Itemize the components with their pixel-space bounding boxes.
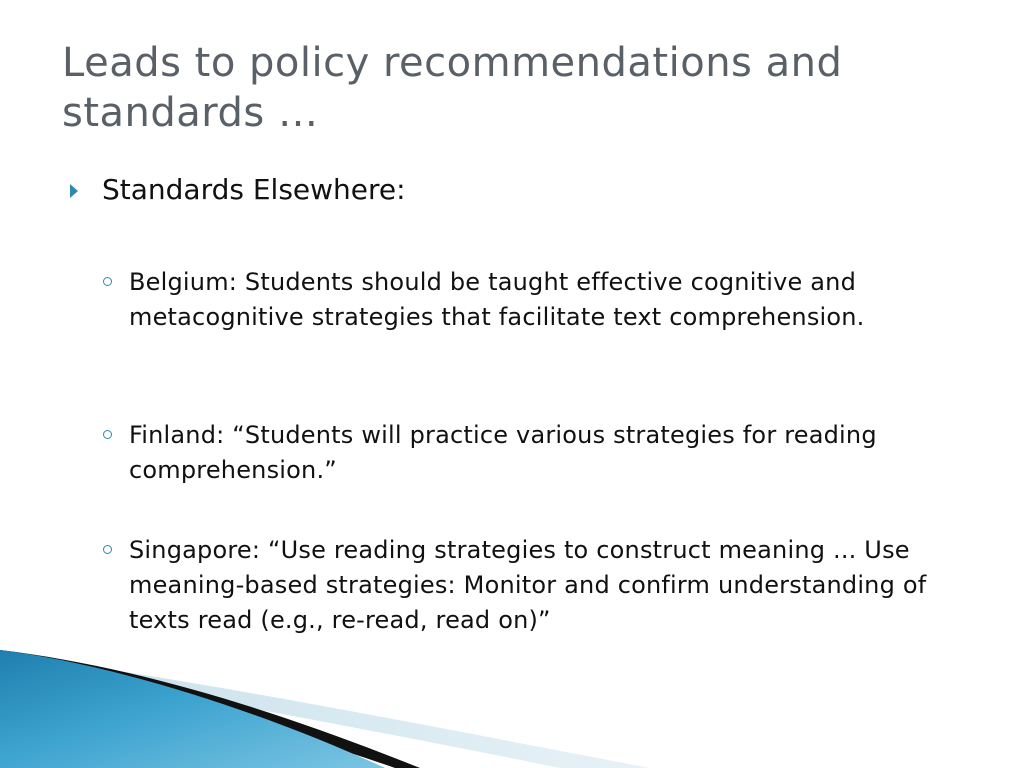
triangle-arrow-icon — [70, 184, 78, 198]
wave-light-band — [60, 662, 650, 768]
bullet-text: Standards Elsewhere: — [102, 173, 406, 206]
ring-bullet-icon — [103, 430, 112, 439]
ring-bullet-icon — [103, 277, 112, 286]
sub-item-singapore — [103, 533, 963, 638]
wave-blue-band — [0, 650, 385, 768]
sub-item-text: Singapore: “Use reading strategies to construct meaning ... Use meaning-based strategies: Monitor and confirm understanding of texts read (e.g., re-read, read on)” — [129, 536, 927, 634]
sub-item-belgium — [103, 265, 963, 335]
sub-item-text: Finland: “Students will practice various strategies for reading comprehension.” — [129, 421, 877, 484]
sub-item-text: Belgium: Students should be taught effective cognitive and metacognitive strategies that facilitate text comprehension. — [129, 268, 865, 331]
sub-item-finland — [103, 418, 963, 488]
slide-title: Leads to policy recommendations and standards … — [62, 40, 843, 136]
ring-bullet-icon — [103, 545, 112, 554]
bullet-standards-elsewhere — [70, 170, 970, 210]
wave-dark-band — [0, 650, 420, 768]
